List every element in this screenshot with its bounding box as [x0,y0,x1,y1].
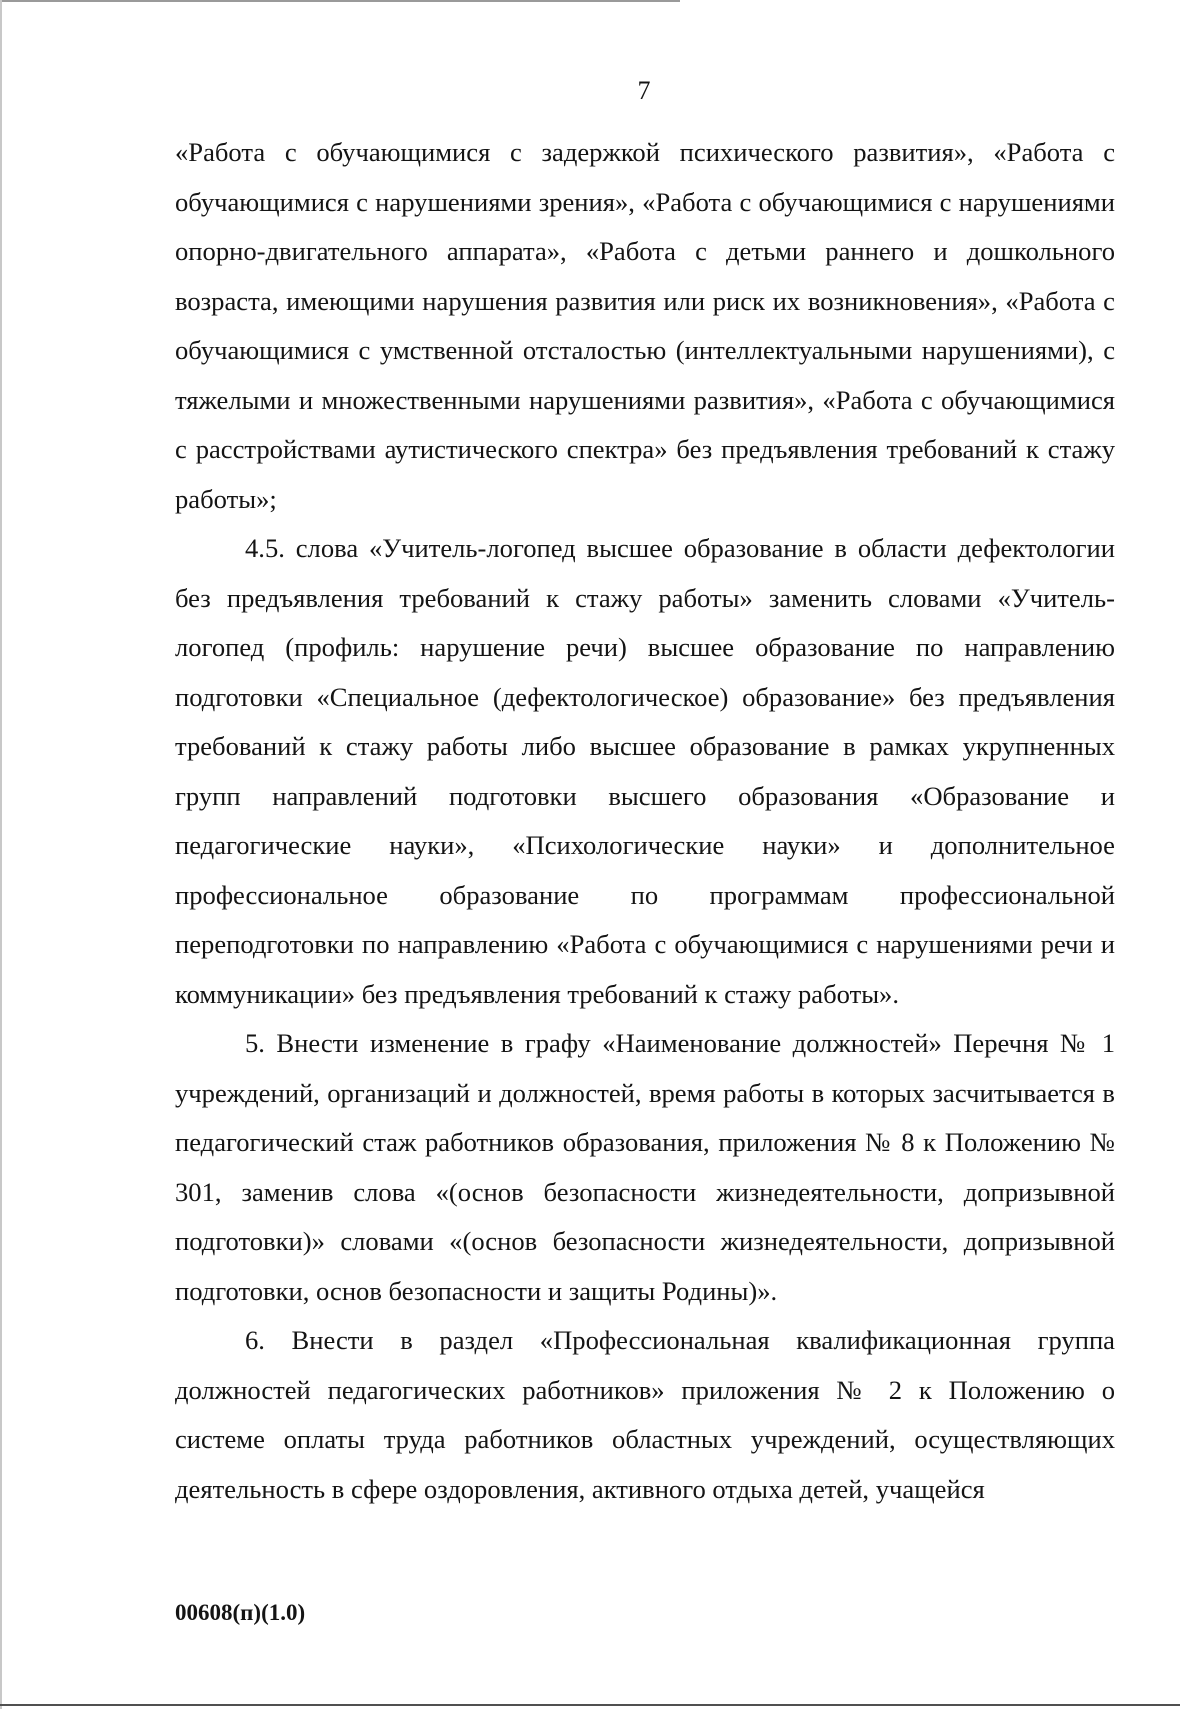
scan-edge-bottom [0,1704,1180,1706]
paragraph-item-5: 5. Внести изменение в графу «Наименование должностей» Перечня № 1 учреждений, организаций и должностей, время работы в которых засчитывается в педагогический стаж работников образования, приложения № 8 к Положению № 301, заменив слова «(основ безопасности жизнедеятельности, допризывной подготовки)» словами «(основ безопасности жизнедеятельности, допризывной подготовки, основ безопасности и защиты Родины)». [175,1028,1115,1306]
scan-edge-top [0,0,680,2]
paragraph-item-6: 6. Внести в раздел «Профессиональная квалификационная группа должностей педагогических работников» приложения № 2 к Положению о системе оплаты труда работников областных учреждений, осуществляющих деятельность в сфере оздоровления, активного отдыха детей, учащейся [175,1325,1115,1504]
document-code: 00608(п)(1.0) [175,1600,306,1625]
page-number: 7 [637,76,651,105]
document-body [175,128,1115,1514]
scan-edge-left [0,0,2,1709]
paragraph-item-4-5: 4.5. слова «Учитель-логопед высшее образование в области дефектологии без предъявления требований к стажу работы» заменить словами «Учитель-логопед (профиль: нарушение речи) высшее образование по направлению подготовки «Специальное (дефектологическое) образование» без предъявления требований к стажу работы либо высшее образование в рамках укрупненных групп направлений подготовки высшего образования «Образование и педагогические науки», «Психологические науки» и дополнительное профессиональное образование по программам профессиональной переподготовки по направлению «Работа с обучающимися с нарушениями речи и коммуникации» без предъявления требований к стажу работы». [175,533,1115,1009]
paragraph-continuation: «Работа с обучающимися с задержкой психического развития», «Работа с обучающимися с нарушениями зрения», «Работа с обучающимися с нарушениями опорно-двигательного аппарата», «Работа с детьми раннего и дошкольного возраста, имеющими нарушения развития или риск их возникновения», «Работа с обучающимися с умственной отсталостью (интеллектуальными нарушениями), с тяжелыми и множественными нарушениями развития», «Работа с обучающимися с расстройствами аутистического спектра» без предъявления требований к стажу работы»; [175,137,1115,514]
